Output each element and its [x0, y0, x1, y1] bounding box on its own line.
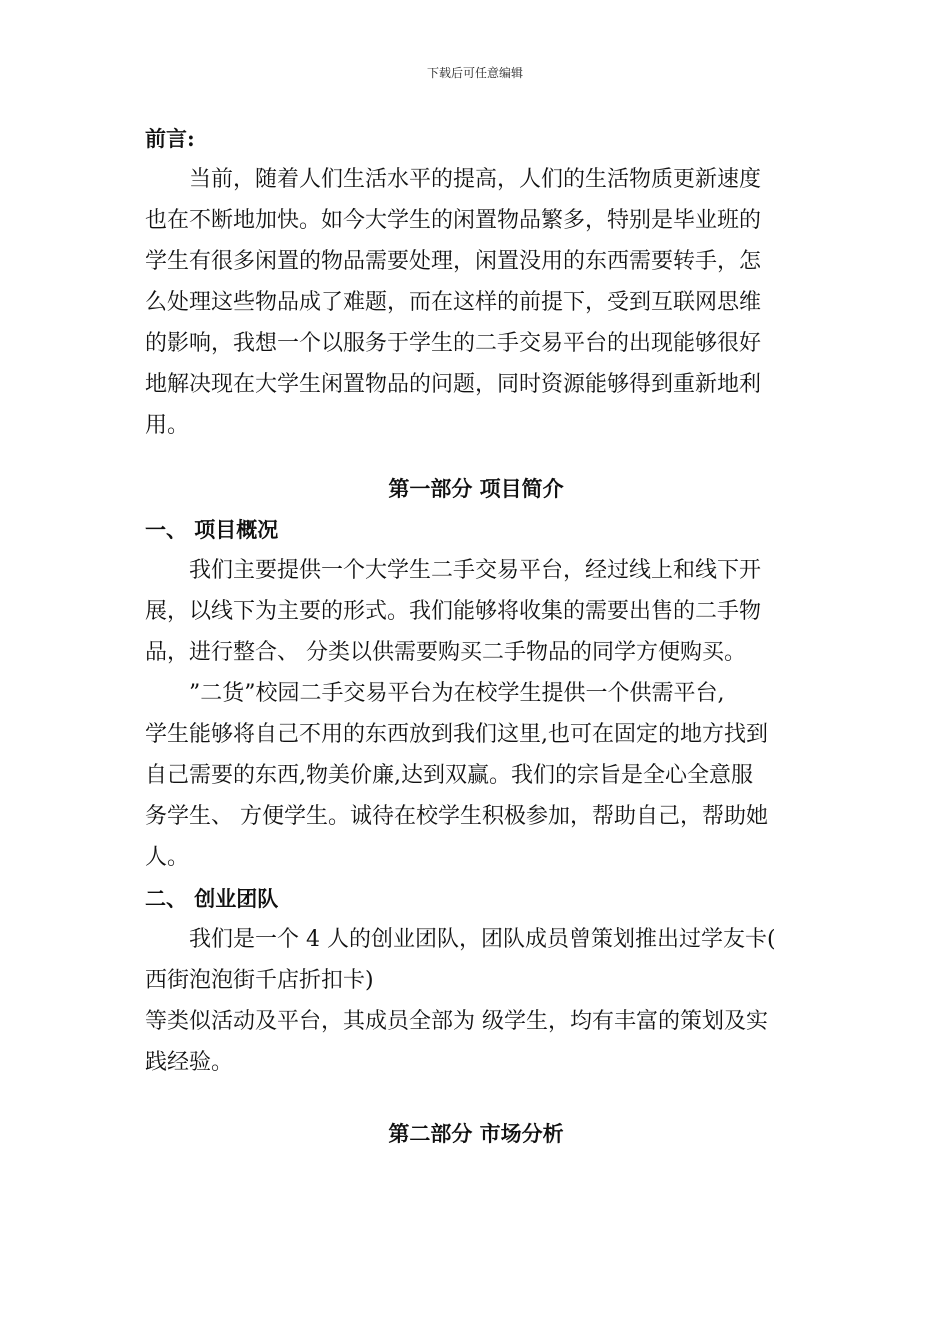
preface-line: 学生有很多闲置的物品需要处理，闲置没用的东西需要转手，怎	[145, 249, 762, 274]
preface-line: 当前，随着人们生活水平的提高，人们的生活物质更新速度	[189, 167, 762, 192]
section1-para1-line: 品，进行整合、 分类以供需要购买二手物品的同学方便购买。	[145, 640, 746, 665]
part1-title: 第一部分 项目简介	[388, 476, 564, 501]
section2-line: 等类似活动及平台，其成员全部为 级学生，均有丰富的策划及实	[145, 1009, 768, 1034]
section1-para2-line: 人。	[145, 845, 190, 870]
section2-line: 我们是一个 4 人的创业团队，团队成员曾策划推出过学友卡(	[189, 927, 776, 952]
document-body	[145, 118, 807, 1154]
section1-para2-line: 学生能够将自己不用的东西放到我们这里,也可在固定的地方找到	[145, 722, 768, 747]
section2-heading: 二、 创业团队	[145, 886, 279, 911]
section1-para1-line: 展，以线下为主要的形式。我们能够将收集的需要出售的二手物	[145, 599, 762, 624]
preface-line: 用。	[145, 413, 190, 438]
section2-line: 践经验。	[145, 1050, 234, 1075]
section1-para2-line: ”二货”校园二手交易平台为在校学生提供一个供需平台,	[189, 681, 725, 706]
section2-line: 西街泡泡街千店折扣卡)	[145, 968, 374, 993]
preface-line: 么处理这些物品成了难题，而在这样的前提下，受到互联网思维	[145, 290, 762, 315]
section1-heading: 一、 项目概况	[145, 517, 279, 542]
preface-line: 也在不断地加快。如今大学生的闲置物品繁多，特别是毕业班的	[145, 208, 762, 233]
preface-title: 前言:	[145, 126, 195, 151]
part2-title: 第二部分 市场分析	[388, 1121, 564, 1146]
preface-line: 的影响，我想一个以服务于学生的二手交易平台的出现能够很好	[145, 331, 762, 356]
section1-para2-line: 自己需要的东西,物美价廉,达到双赢。我们的宗旨是全心全意服	[145, 763, 753, 788]
preface-line: 地解决现在大学生闲置物品的问题，同时资源能够得到重新地利	[145, 372, 762, 397]
page-header: 下载后可任意编辑	[426, 66, 523, 80]
section1-para1-line: 我们主要提供一个大学生二手交易平台，经过线上和线下开	[189, 558, 762, 583]
section1-para2-line: 务学生、 方便学生。诚待在校学生积极参加，帮助自己，帮助她	[145, 804, 768, 829]
